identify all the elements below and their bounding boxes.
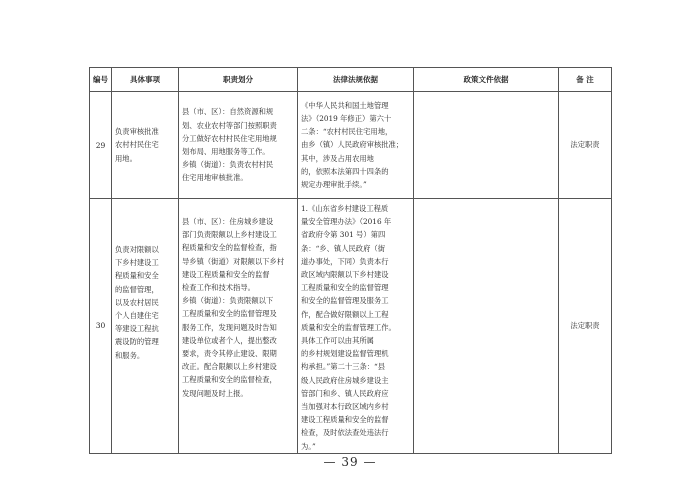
header-number: 编号	[90, 68, 112, 92]
row-number: 29	[90, 92, 112, 199]
header-law: 法律法规依据	[298, 68, 414, 92]
row-law	[298, 92, 414, 199]
row-remark: 法定职责	[559, 92, 612, 199]
row-duty	[179, 199, 298, 454]
row-item	[112, 199, 179, 454]
table-row	[90, 92, 612, 199]
header-policy: 政策文件依据	[414, 68, 559, 92]
row-item	[112, 92, 179, 199]
header-duty: 职责划分	[179, 68, 298, 92]
row-law	[298, 199, 414, 454]
row-policy	[414, 199, 559, 454]
row-duty-text: 县（市、区）：住房城乡建设 部门负责限额以上乡村建设工 程质量和安全的监督检查，指 导乡镇（街道）对限额以下乡村 建设工程质量和安全的监督 检查工作和技术指导。 乡镇（街道）：负责限额以下 工程质量和安全的监督管理及 服务工作，发现问题及时告知 建设单位或者个人，提出整改 要求，责令其停止建设、限期 改正。配合限额以上乡村建设 工程质量和安全的监督检查， 发现问题及时上报。	[182, 217, 285, 398]
row-remark: 法定职责	[559, 199, 612, 454]
row-duty	[179, 92, 298, 199]
row-law-text: 《中华人民共和国土地管理 法》（2019 年修正）第六十 二条：“农村村民住宅用地， 由乡（镇）人民政府审核批准； 其中，涉及占用农用地 的，依照本法第四十四条的 规定办理审批手续。”	[301, 100, 404, 189]
table-row	[90, 199, 612, 454]
responsibility-table	[89, 67, 612, 454]
table-header-row	[90, 68, 612, 92]
page-number: — 39 —	[323, 455, 377, 469]
row-number: 30	[90, 199, 112, 454]
header-remark: 备 注	[559, 68, 612, 92]
row-item-text: 负责审核批准 农村村民住宅 用地。	[115, 127, 159, 163]
header-item: 具体事项	[112, 68, 179, 92]
row-duty-text: 县（市、区）：自然资源和规 划、农业农村等部门按照职责 分工做好农村村民住宅用地规 划布局、用地服务等工作。 乡镇（街道）：负责农村村民 住宅用地审核批准。	[182, 107, 277, 183]
row-policy	[414, 92, 559, 199]
row-item-text: 负责对限额以 下乡村建设工 程质量和安全 的监督管理， 以及农村居民 个人自建住宅 等建设工程抗 震设防的管理 和服务。	[115, 245, 159, 360]
row-law-text: 1.《山东省乡村建设工程质 量安全管理办法》（2016 年 省政府令第 301 号）第四 条：“乡、镇人民政府（街 道办事处，下同）负责本行 政区域内限额以下乡村建设 工程质量和安全的监督管理 和安全的监督管理及服务工 作，配合做好限额以上工程 质量和安全的监督管理工作。 具体工作可以由其所属 的乡村规划建设监督管理机 构承担。”第二十三条：“县 级人民政府住房城乡建设主 管部门和乡、镇人民政府应 当加强对本行政区域内乡村 建设工程质量和安全的监督 检查，及时依法查处违法行 为。”	[301, 204, 396, 451]
